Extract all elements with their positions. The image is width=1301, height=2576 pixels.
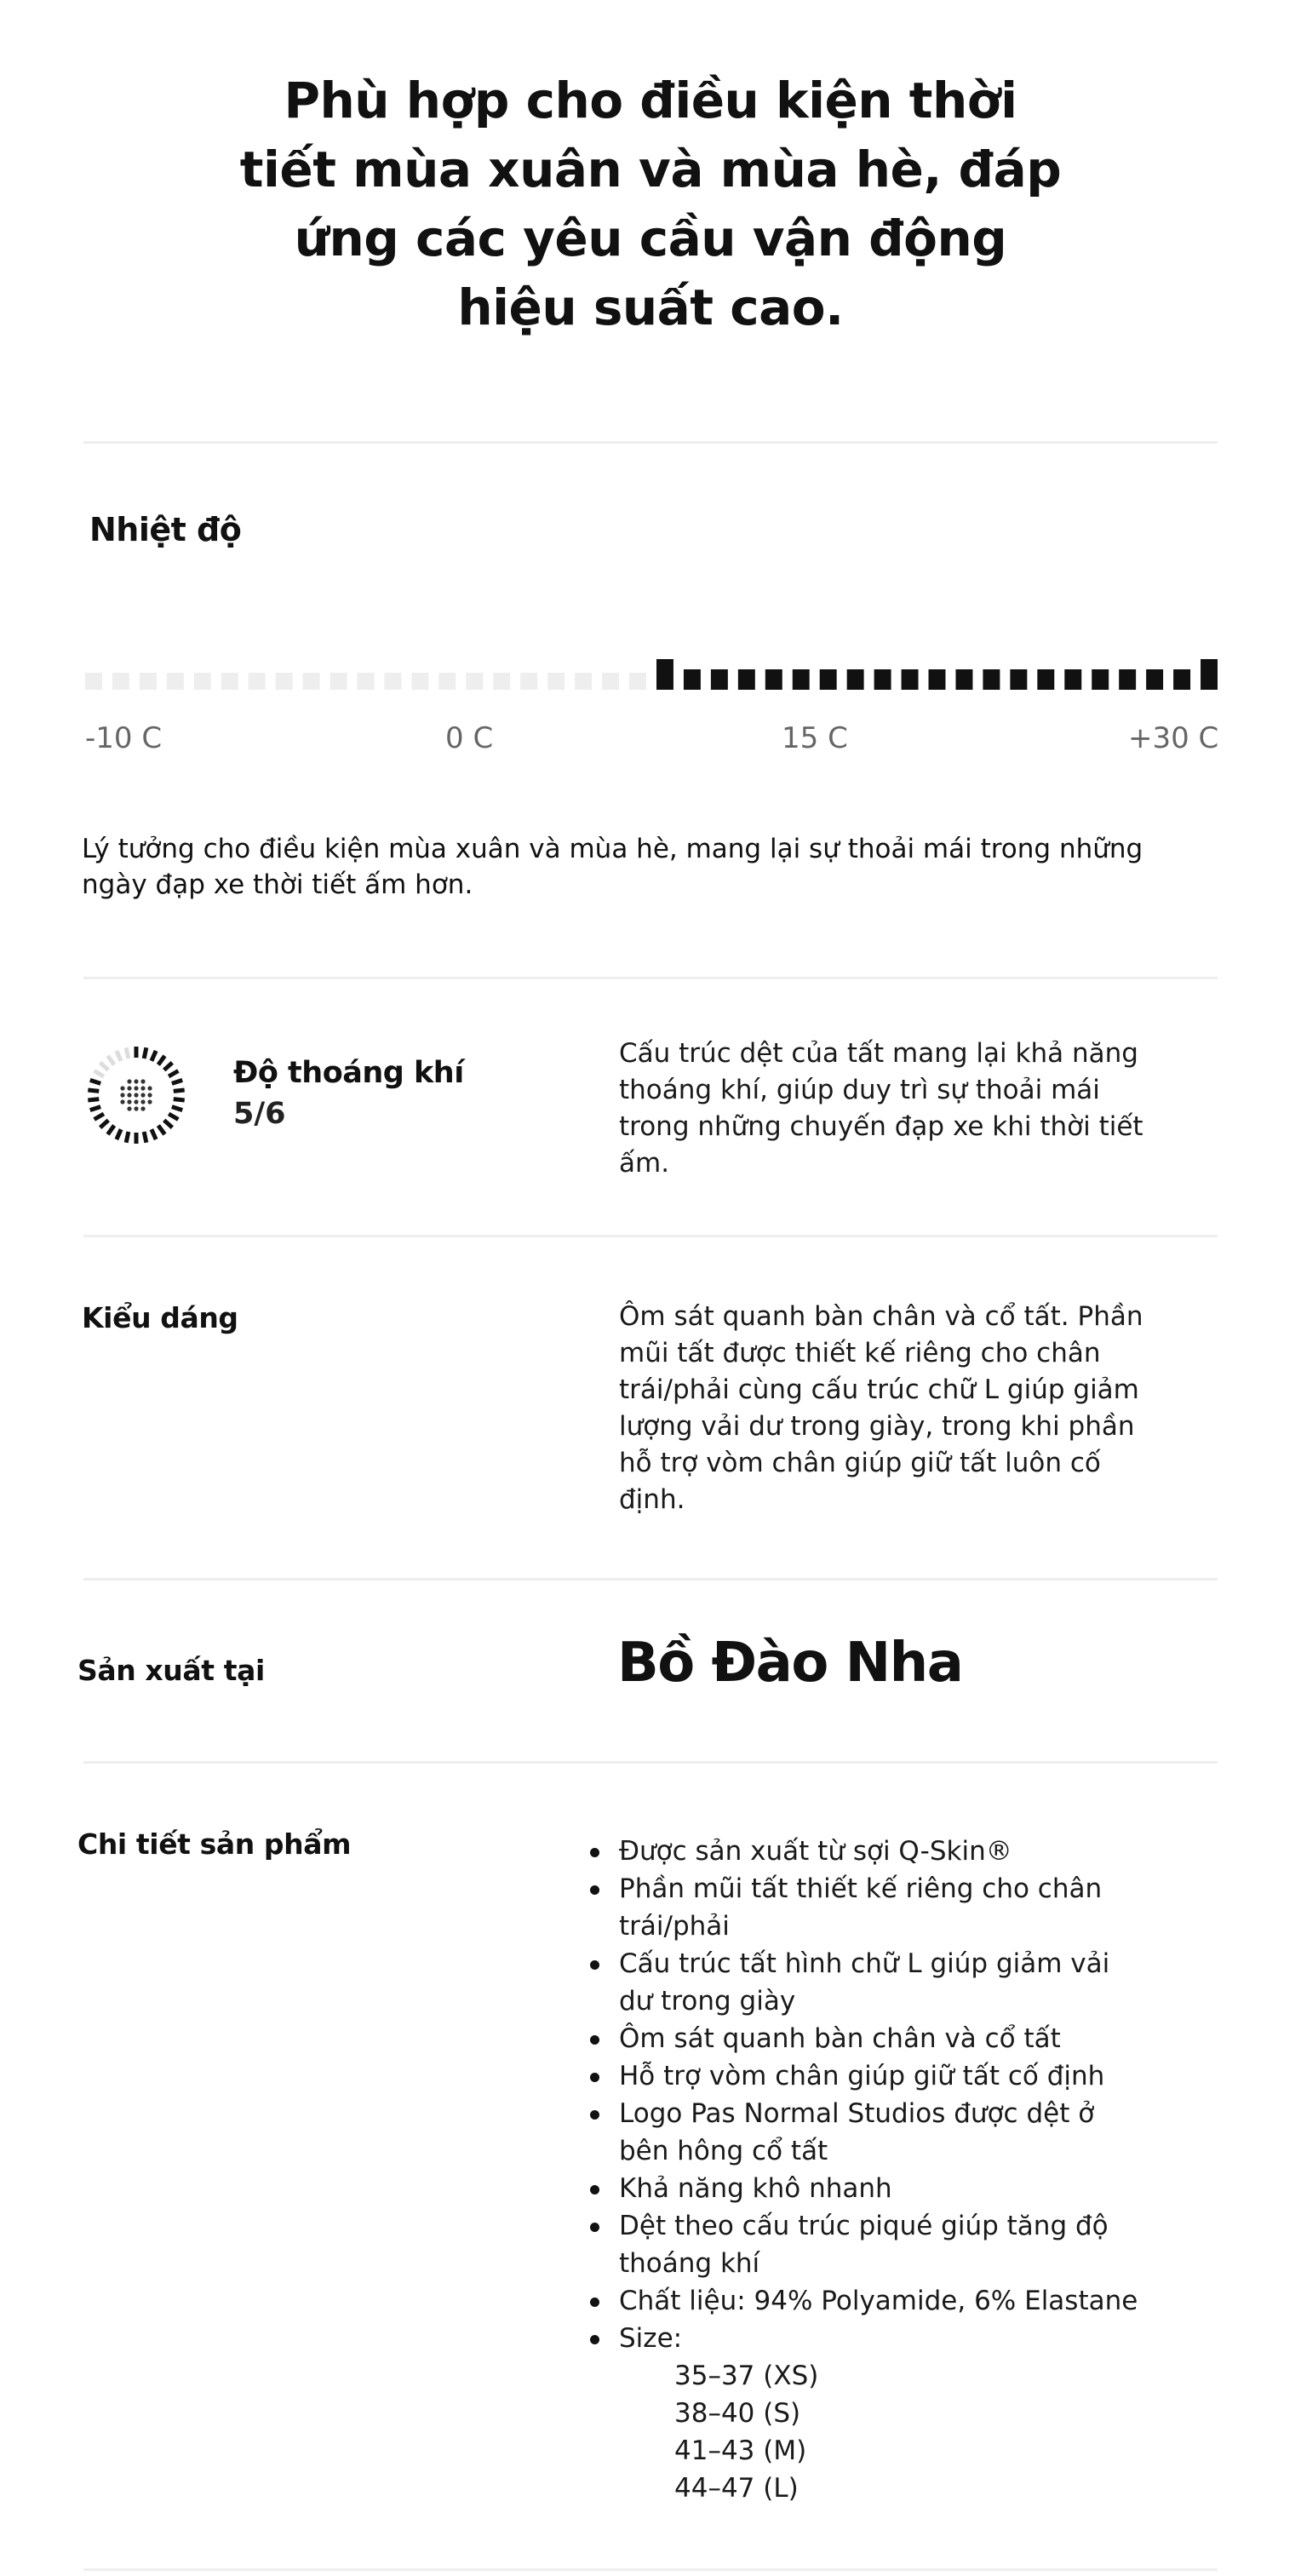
divider: [83, 2568, 1218, 2571]
temperature-segment-inactive: [358, 673, 375, 690]
temperature-segment-active: [820, 669, 837, 690]
temperature-segment-inactive: [85, 673, 102, 690]
temperature-segment-active: [1010, 669, 1027, 690]
temperature-segment-inactive: [249, 673, 266, 690]
details-list-item: Cấu trúc tất hình chữ L giúp giảm vải dư trong giày: [587, 1945, 1149, 2020]
temperature-description: Lý tưởng cho điều kiện mùa xuân và mùa hè, mang lại sự thoải mái trong những ngày đạp xe thời tiết ấm hơn.: [82, 834, 1143, 900]
temperature-tick-zero: 0 C: [445, 721, 494, 755]
details-list-item: Dệt theo cấu trúc piqué giúp tăng độ thoáng khí: [587, 2207, 1149, 2282]
breathability-value: 5/6: [233, 1097, 286, 1131]
details-list-item: Chất liệu: 94% Polyamide, 6% Elastane: [587, 2282, 1149, 2320]
divider: [83, 441, 1218, 444]
temperature-segment-inactive: [547, 673, 565, 690]
temperature-segment-inactive: [303, 673, 320, 690]
origin-value: Bồ Đào Nha: [617, 1632, 963, 1695]
temperature-segment-inactive: [411, 673, 428, 690]
details-label: Chi tiết sản phẩm: [77, 1827, 352, 1861]
temperature-segment-inactive: [167, 673, 184, 690]
breathability-icon: [85, 1044, 187, 1146]
temperature-segment-inactive: [194, 673, 211, 690]
temperature-segment-active: [929, 669, 946, 690]
details-list-item: Khả năng khô nhanh: [587, 2170, 1149, 2207]
temperature-segment-active: [955, 669, 972, 690]
fit-label: Kiểu dáng: [82, 1301, 238, 1334]
breathability-label: Độ thoáng khí: [233, 1056, 464, 1090]
temperature-segment-active: [1201, 659, 1218, 690]
temperature-segment-active: [874, 669, 891, 690]
temperature-segment-active: [738, 669, 755, 690]
page-headline: [225, 66, 1076, 342]
temperature-segment-inactive: [520, 673, 537, 690]
size-item: 44–47 (L): [674, 2473, 799, 2504]
headline-line: ứng các yêu cầu vận động: [294, 209, 1007, 267]
details-list-item: Logo Pas Normal Studios được dệt ở bên hông cổ tất: [587, 2095, 1149, 2170]
temperature-segment-active: [1173, 669, 1190, 690]
temperature-segment-inactive: [276, 673, 293, 690]
details-list-item: Phần mũi tất thiết kế riêng cho chân trái/phải: [587, 1870, 1149, 1945]
temperature-tick-mid: 15 C: [782, 721, 848, 755]
temperature-segment-inactive: [466, 673, 483, 690]
temperature-segment-active: [902, 669, 919, 690]
headline-line: tiết mùa xuân và mùa hè, đáp: [239, 141, 1062, 198]
temperature-segment-active: [1146, 669, 1163, 690]
origin-label: Sản xuất tại: [77, 1654, 265, 1687]
temperature-segment-inactive: [330, 673, 347, 690]
temperature-segment-active: [711, 669, 728, 690]
size-item: 38–40 (S): [674, 2398, 801, 2429]
temperature-segment-inactive: [493, 673, 510, 690]
divider: [83, 1578, 1218, 1581]
temperature-segment-inactive: [575, 673, 592, 690]
fit-description: Ôm sát quanh bàn chân và cổ tất. Phần mũi tất được thiết kế riêng cho chân trái/phải cùng cấu trúc chữ L giúp giảm lượng vải dư trong giày, trong khi phần hỗ trợ vòm chân giúp giữ tất luôn cố định.: [619, 1301, 1143, 1515]
temperature-segment-active: [656, 659, 673, 690]
temperature-segment-inactive: [438, 673, 456, 690]
temperature-title: Nhiệt độ: [89, 511, 242, 548]
temperature-segment-inactive: [602, 673, 619, 690]
divider: [83, 1235, 1218, 1237]
temperature-segment-active: [684, 669, 701, 690]
temperature-segment-inactive: [629, 673, 646, 690]
breathability-description: Cấu trúc dệt của tất mang lại khả năng thoáng khí, giúp duy trì sự thoải mái trong những chuyến đạp xe khi thời tiết ấm.: [619, 1038, 1143, 1179]
temperature-segment-inactive: [221, 673, 238, 690]
temperature-tick-min: -10 C: [85, 721, 163, 755]
temperature-segment-active: [983, 669, 1000, 690]
headline-line: hiệu suất cao.: [457, 278, 844, 336]
temperature-segment-active: [1064, 669, 1081, 690]
temperature-segment-active: [847, 669, 864, 690]
temperature-segment-active: [765, 669, 782, 690]
details-list-item: Được sản xuất từ sợi Q-Skin®: [587, 1833, 1149, 1870]
temperature-segment-inactive: [140, 673, 157, 690]
details-list-item-size: [587, 2320, 1149, 2507]
temperature-segment-inactive: [384, 673, 401, 690]
details-list-item: Ôm sát quanh bàn chân và cổ tất: [587, 2020, 1149, 2057]
size-list: [619, 2357, 1149, 2507]
size-item: 41–43 (M): [674, 2435, 807, 2466]
temperature-scale-bar: [85, 656, 1218, 690]
temperature-segment-active: [1119, 669, 1136, 690]
details-list-item: Hỗ trợ vòm chân giúp giữ tất cố định: [587, 2057, 1149, 2095]
temperature-segment-active: [1037, 669, 1054, 690]
divider: [83, 977, 1218, 979]
size-item: 35–37 (XS): [674, 2361, 819, 2391]
size-label: Size:: [619, 2323, 683, 2354]
headline-line: Phù hợp cho điều kiện thời: [284, 72, 1017, 129]
temperature-tick-max: +30 C: [1128, 721, 1219, 755]
temperature-segment-active: [793, 669, 810, 690]
temperature-segment-active: [1092, 669, 1109, 690]
divider: [83, 1761, 1218, 1764]
temperature-segment-inactive: [112, 673, 129, 690]
details-list: [587, 1833, 1149, 2507]
